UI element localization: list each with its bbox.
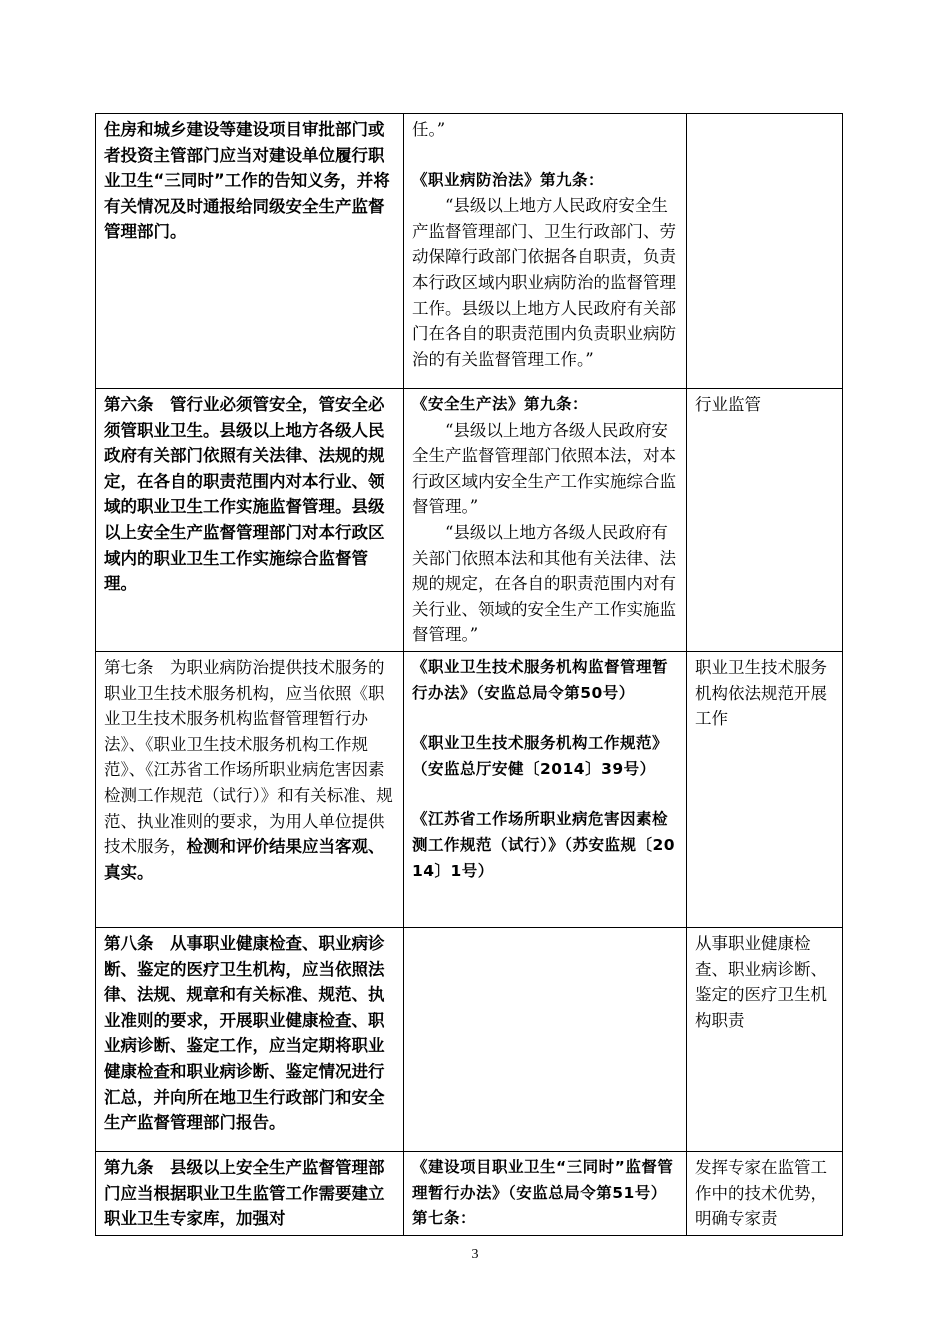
basis-text: 任。” xyxy=(411,120,446,139)
article-cell xyxy=(96,114,404,389)
note-text: 从事职业健康检查、职业病诊断、鉴定的医疗卫生机构职责 xyxy=(694,933,827,1030)
article-cell xyxy=(96,651,404,927)
basis-cell xyxy=(403,114,686,389)
article-text: 第七条 为职业病防治提供技术服务的职业卫生技术服务机构，应当依照《职业卫生技术服务机构监督管理暂行办法》、《职业卫生技术服务机构工作规范》、《江苏省工作场所职业病危害因素检测工作规范（试行）》和有关标准、规范、执业准则的要求，为用人单位提供技术服务， xyxy=(104,657,393,857)
note-text: 职业卫生技术服务机构依法规范开展工作 xyxy=(694,657,827,729)
basis-cell xyxy=(403,1151,686,1235)
table-row xyxy=(96,114,843,389)
note-cell xyxy=(686,1151,842,1235)
basis-quote: “县级以上地方人民政府安全生产监督管理部门、卫生行政部门、劳动保障行政部门依据各自职责，负责本行政区域内职业病防治的监督管理工作。县级以上地方人民政府有关部门在各自的职责范围内负责职业病防治的有关监督管理工作。” xyxy=(411,196,676,369)
table-row xyxy=(96,651,843,927)
note-cell xyxy=(686,651,842,927)
article-cell xyxy=(96,389,404,652)
table-row xyxy=(96,389,843,652)
basis-citation: 《江苏省工作场所职业病危害因素检测工作规范（试行）》（苏安监规〔2014〕1号） xyxy=(411,810,676,880)
page-number: 3 xyxy=(471,1247,479,1262)
basis-cell xyxy=(403,651,686,927)
article-text: 住房和城乡建设等建设项目审批部门或者投资主管部门应当对建设单位履行职业卫生“三同时”工作的告知义务，并将有关情况及时通报给同级安全生产监督管理部门。 xyxy=(104,120,390,242)
basis-citation: 《建设项目职业卫生“三同时”监督管理暂行办法》（安监总局令第51号）第七条： xyxy=(411,1157,674,1228)
article-text: 第九条 县级以上安全生产监督管理部门应当根据职业卫生监管工作需要建立职业卫生专家库，加强对 xyxy=(104,1157,385,1229)
basis-cell xyxy=(403,389,686,652)
basis-citation: 《职业卫生技术服务机构工作规范》（安监总厅安健〔2014〕39号） xyxy=(411,734,668,778)
table-row xyxy=(96,1151,843,1235)
basis-citation: 《安全生产法》第九条： xyxy=(411,395,588,413)
article-cell xyxy=(96,927,404,1151)
article-text: 第六条 管行业必须管安全，管安全必须管职业卫生。县级以上地方各级人民政府有关部门依照有关法律、法规的规定，在各自的职责范围内对本行业、领域的职业卫生工作实施监督管理。县级以上安全生产监督管理部门对本行政区域内的职业卫生工作实施综合监督管理。 xyxy=(104,395,385,594)
article-text: 第八条 从事职业健康检查、职业病诊断、鉴定的医疗卫生机构，应当依照法律、法规、规章和有关标准、规范、执业准则的要求，开展职业健康检查、职业病诊断、鉴定工作，应当定期将职业健康检查和职业病诊断、鉴定情况进行汇总，并向所在地卫生行政部门和安全生产监督管理部门报告。 xyxy=(104,933,385,1133)
basis-citation: 《职业卫生技术服务机构监督管理暂行办法》（安监总局令第50号） xyxy=(411,657,668,702)
article-cell xyxy=(96,1151,404,1235)
table-row xyxy=(96,927,843,1151)
note-cell xyxy=(686,927,842,1151)
article-text-bold: 检测和评价结果应当客观、真实。 xyxy=(104,837,385,882)
basis-citation: 《职业病防治法》第九条： xyxy=(411,170,604,189)
regulation-table xyxy=(95,113,843,1236)
basis-quote: “县级以上地方各级人民政府安全生产监督管理部门依照本法，对本行政区域内安全生产工作实施综合监督管理。” xyxy=(411,420,676,517)
note-text: 发挥专家在监管工作中的技术优势，明确专家责 xyxy=(694,1157,827,1229)
basis-quote: “县级以上地方各级人民政府有关部门依照本法和其他有关法律、法规的规定，在各自的职责范围内对有关行业、领域的安全生产工作实施监督管理。” xyxy=(411,522,676,645)
note-text: 行业监管 xyxy=(694,395,761,414)
note-cell xyxy=(686,114,842,389)
note-cell xyxy=(686,389,842,652)
basis-cell xyxy=(403,927,686,1151)
